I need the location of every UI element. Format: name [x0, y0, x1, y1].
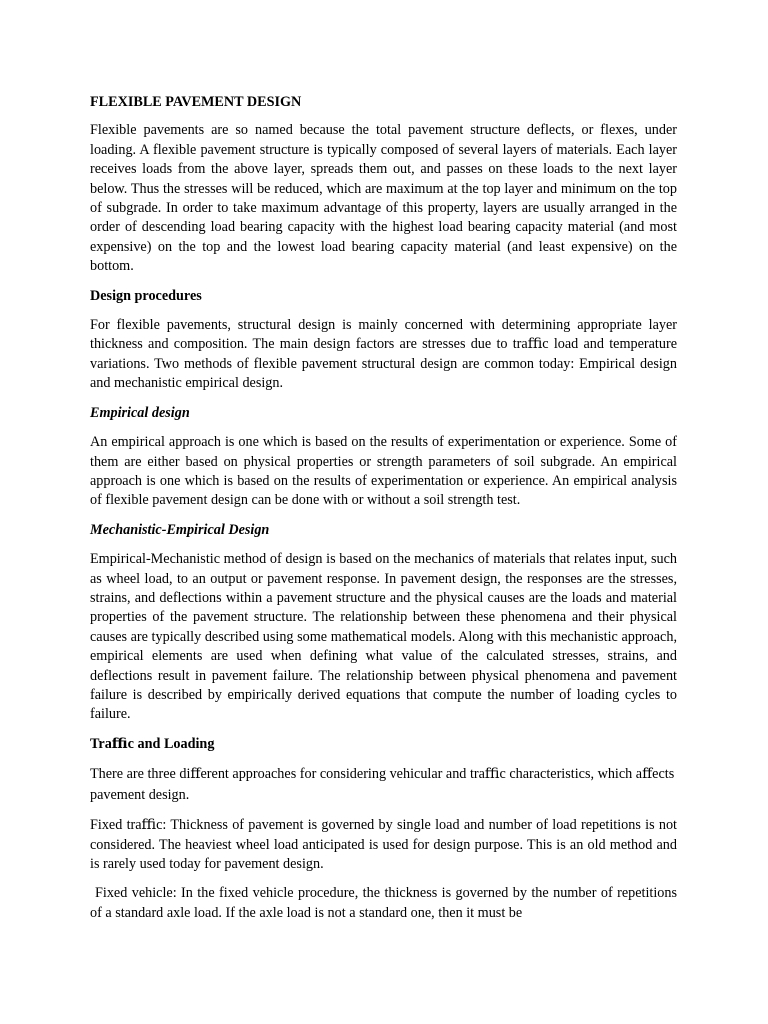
- fixed-traffic-paragraph: Fixed traﬃc: Thickness of pavement is governed by single load and number of load repetitions is not considered. The heaviest wheel load anticipated is used for design purpose. This is an old method and is rarely used today for pavement design.: [90, 817, 677, 872]
- document-title: FLEXIBLE PAVEMENT DESIGN: [90, 94, 302, 110]
- intro-paragraph: Flexible pavements are so named because the total pavement structure deflects, or flexes, under loading. A flexible pavement structure is typically composed of several layers of materials. Each layer receives loads from the above layer, spreads them out, and passes on these loads to the next layer below. Thus the stresses will be reduced, which are maximum at the top layer and minimum on the top of subgrade. In order to take maximum advantage of this property, layers are usually arranged in the order of descending load bearing capacity with the highest load bearing capacity material (and most expensive) on the top and the lowest load bearing capacity material (and least expensive) on the bottom.: [90, 122, 677, 275]
- design-procedures-heading: Design procedures: [90, 287, 202, 304]
- empirical-design-heading: Empirical design: [90, 404, 190, 421]
- mechanistic-empirical-paragraph: Empirical-Mechanistic method of design is based on the mechanics of materials that relates input, such as wheel load, to an output or pavement response. In pavement design, the responses are the stresses, strains, and deflections within a pavement structure and the physical causes are the loads and material properties of the pavement structure. The relationship between these phenomena and their physical causes are typically described using some mathematical models. Along with this mechanistic approach, empirical elements are used when defining what value of the calculated stresses, strains, and deflections result in pavement failure. The relationship between physical phenomena and pavement failure is described by empirically derived equations that compute the number of loading cycles to failure.: [90, 551, 677, 723]
- traffic-intro-paragraph: There are three diﬀerent approaches for considering vehicular and traﬃc characteristics, which aﬀects pavement design.: [90, 766, 675, 804]
- document-page: [90, 93, 677, 933]
- empirical-design-paragraph: An empirical approach is one which is based on the results of experimentation or experience. Some of them are either based on physical properties or strength parameters of soil subgrade. An empirical approach is one which is based on the results of experimentation or experience. An empirical analysis of flexible pavement design can be done with or without a soil strength test.: [90, 434, 677, 509]
- design-procedures-paragraph: For flexible pavements, structural design is mainly concerned with determining appropriate layer thickness and composition. The main design factors are stresses due to traﬃc load and temperature variations. Two methods of flexible pavement structural design are common today: Empirical design and mechanistic empirical design.: [90, 317, 677, 392]
- mechanistic-empirical-heading: Mechanistic-Empirical Design: [90, 521, 270, 538]
- fixed-vehicle-paragraph: Fixed vehicle: In the fixed vehicle procedure, the thickness is governed by the number of repetitions of a standard axle load. If the axle load is not a standard one, then it must be: [90, 885, 677, 921]
- traffic-loading-heading: Traﬃc and Loading: [90, 735, 215, 752]
